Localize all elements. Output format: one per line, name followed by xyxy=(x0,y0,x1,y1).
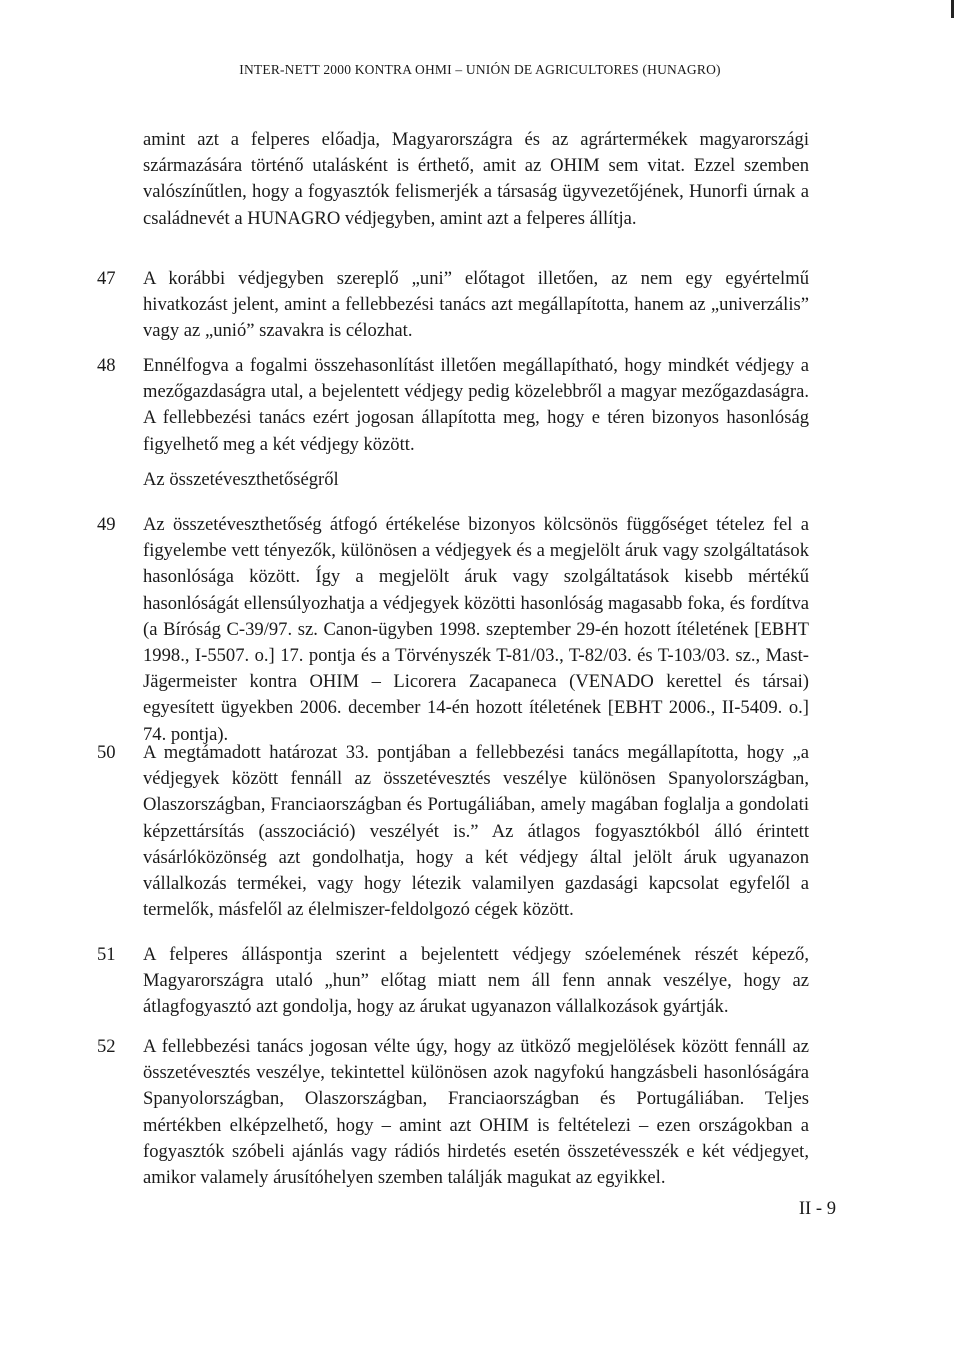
section-heading: Az összetéveszthetőségről xyxy=(143,469,339,490)
paragraph-text: A megtámadott határozat 33. pontjában a fellebbezési tanács megállapította, hogy „a védjegyek között fennáll az összetévesztés veszélye különösen Spanyolországban, Olaszországban, Franciaországban és Portugáliában, amely magában foglalja a gondolati képzettársítás (asszociáció) veszélyét is.” Az átlagos fogyasztókból álló érintett vásárlóközönség azt gondolhatja, hogy a két védjegy által jelölt áruk ugyanazon vállalkozás termékei, vagy hogy létezik valamilyen gazdasági kapcsolat egyfelől a termelők, másfelől az élelmiszer-feldolgozó cégek között. xyxy=(143,742,809,921)
paragraph-number: 48 xyxy=(97,355,116,376)
paragraph-number: 49 xyxy=(97,514,116,535)
paragraph-number: 52 xyxy=(97,1036,116,1057)
paragraph-text: A korábbi védjegyben szereplő „uni” előtagot illetően, az nem egy egyértelmű hivatkozást jelent, amint a fellebbezési tanács azt megállapította, hanem az „univerzális” vagy az „unió” szavakra is célozhat. xyxy=(143,268,809,342)
paragraph-text: Az összetéveszthetőség átfogó értékelése bizonyos kölcsönös függőséget tételez fel a figyelembe vett tényezők, különösen a védjegyek és a megjelölt áruk vagy szolgáltatások hasonlósága között. Így a megjelölt áruk vagy szolgáltatások kisebb mértékű hasonlóságát ellensúlyozhatja a védjegyek közötti hasonlóság magasabb foka, és fordítva (a Bíróság C-39/97. sz. Canon-ügyben 1998. szeptember 29-én hozott ítéletének [EBHT 1998., I-5507. o.] 17. pontja és a Törvényszék T-81/03., T-82/03. és T-103/03. sz., Mast-Jägermeister kontra OHIM – Licorera Zacapaneca (VENADO kerettel és társai) egyesített ügyekben 2006. december 14-én hozott ítéletének [EBHT 2006., II-5409. o.] 74. pontja). xyxy=(143,514,809,745)
running-header: INTER-NETT 2000 KONTRA OHMI – UNIÓN DE AGRICULTORES (HUNAGRO) xyxy=(239,62,721,77)
paragraph-number: 51 xyxy=(97,944,116,965)
page-number: II - 9 xyxy=(798,1198,836,1219)
paragraph-number: 47 xyxy=(97,268,116,289)
paragraph-text: A felperes álláspontja szerint a bejelentett védjegy szóelemének részét képező, Magyarországra utaló „hun” előtag miatt nem áll fenn annak veszélye, hogy az átlagfogyasztó azt gondolja, hogy az árukat ugyanazon vállalkozások gyártják. xyxy=(143,944,809,1018)
scan-corner-mark xyxy=(951,0,954,18)
paragraph-number: 50 xyxy=(97,742,116,763)
paragraph-text: Ennélfogva a fogalmi összehasonlítást illetően megállapítható, hogy mindkét védjegy a mezőgazdaságra utal, a bejelentett védjegy pedig közelebbről a magyar mezőgazdaságra. A fellebbezési tanács ezért jogosan állapította meg, hogy e téren bizonyos hasonlóság figyelhető meg a két védjegy között. xyxy=(143,355,809,455)
continuation-paragraph: amint azt a felperes előadja, Magyarországra és az agrártermékek magyarországi származására történő utalásként is érthető, amit az OHIM sem vitat. Ezzel szemben valószínűtlen, hogy a fogyasztók felismerjék a társaság ügyvezetőjének, Hunorfi úrnak a családnevét a HUNAGRO védjegyben, amint azt a felperes állítja. xyxy=(143,129,809,229)
paragraph-text: A fellebbezési tanács jogosan vélte úgy, hogy az ütköző megjelölések között fennáll az összetévesztés veszélye, tekintettel különösen azok nagyfokú hangzásbeli hasonlóságára Spanyolországban, Olaszországban, Franciaországban és Portugáliában. Teljes mértékben elképzelhető, hogy – amint azt OHIM is feltételezi – ezen országokban a fogyasztók szóbeli ajánlás vagy rádiós hirdetés esetén összetévesszék e két védjegyet, amikor valamely árusítóhelyen szemben találják magukat az egyikkel. xyxy=(143,1036,809,1189)
